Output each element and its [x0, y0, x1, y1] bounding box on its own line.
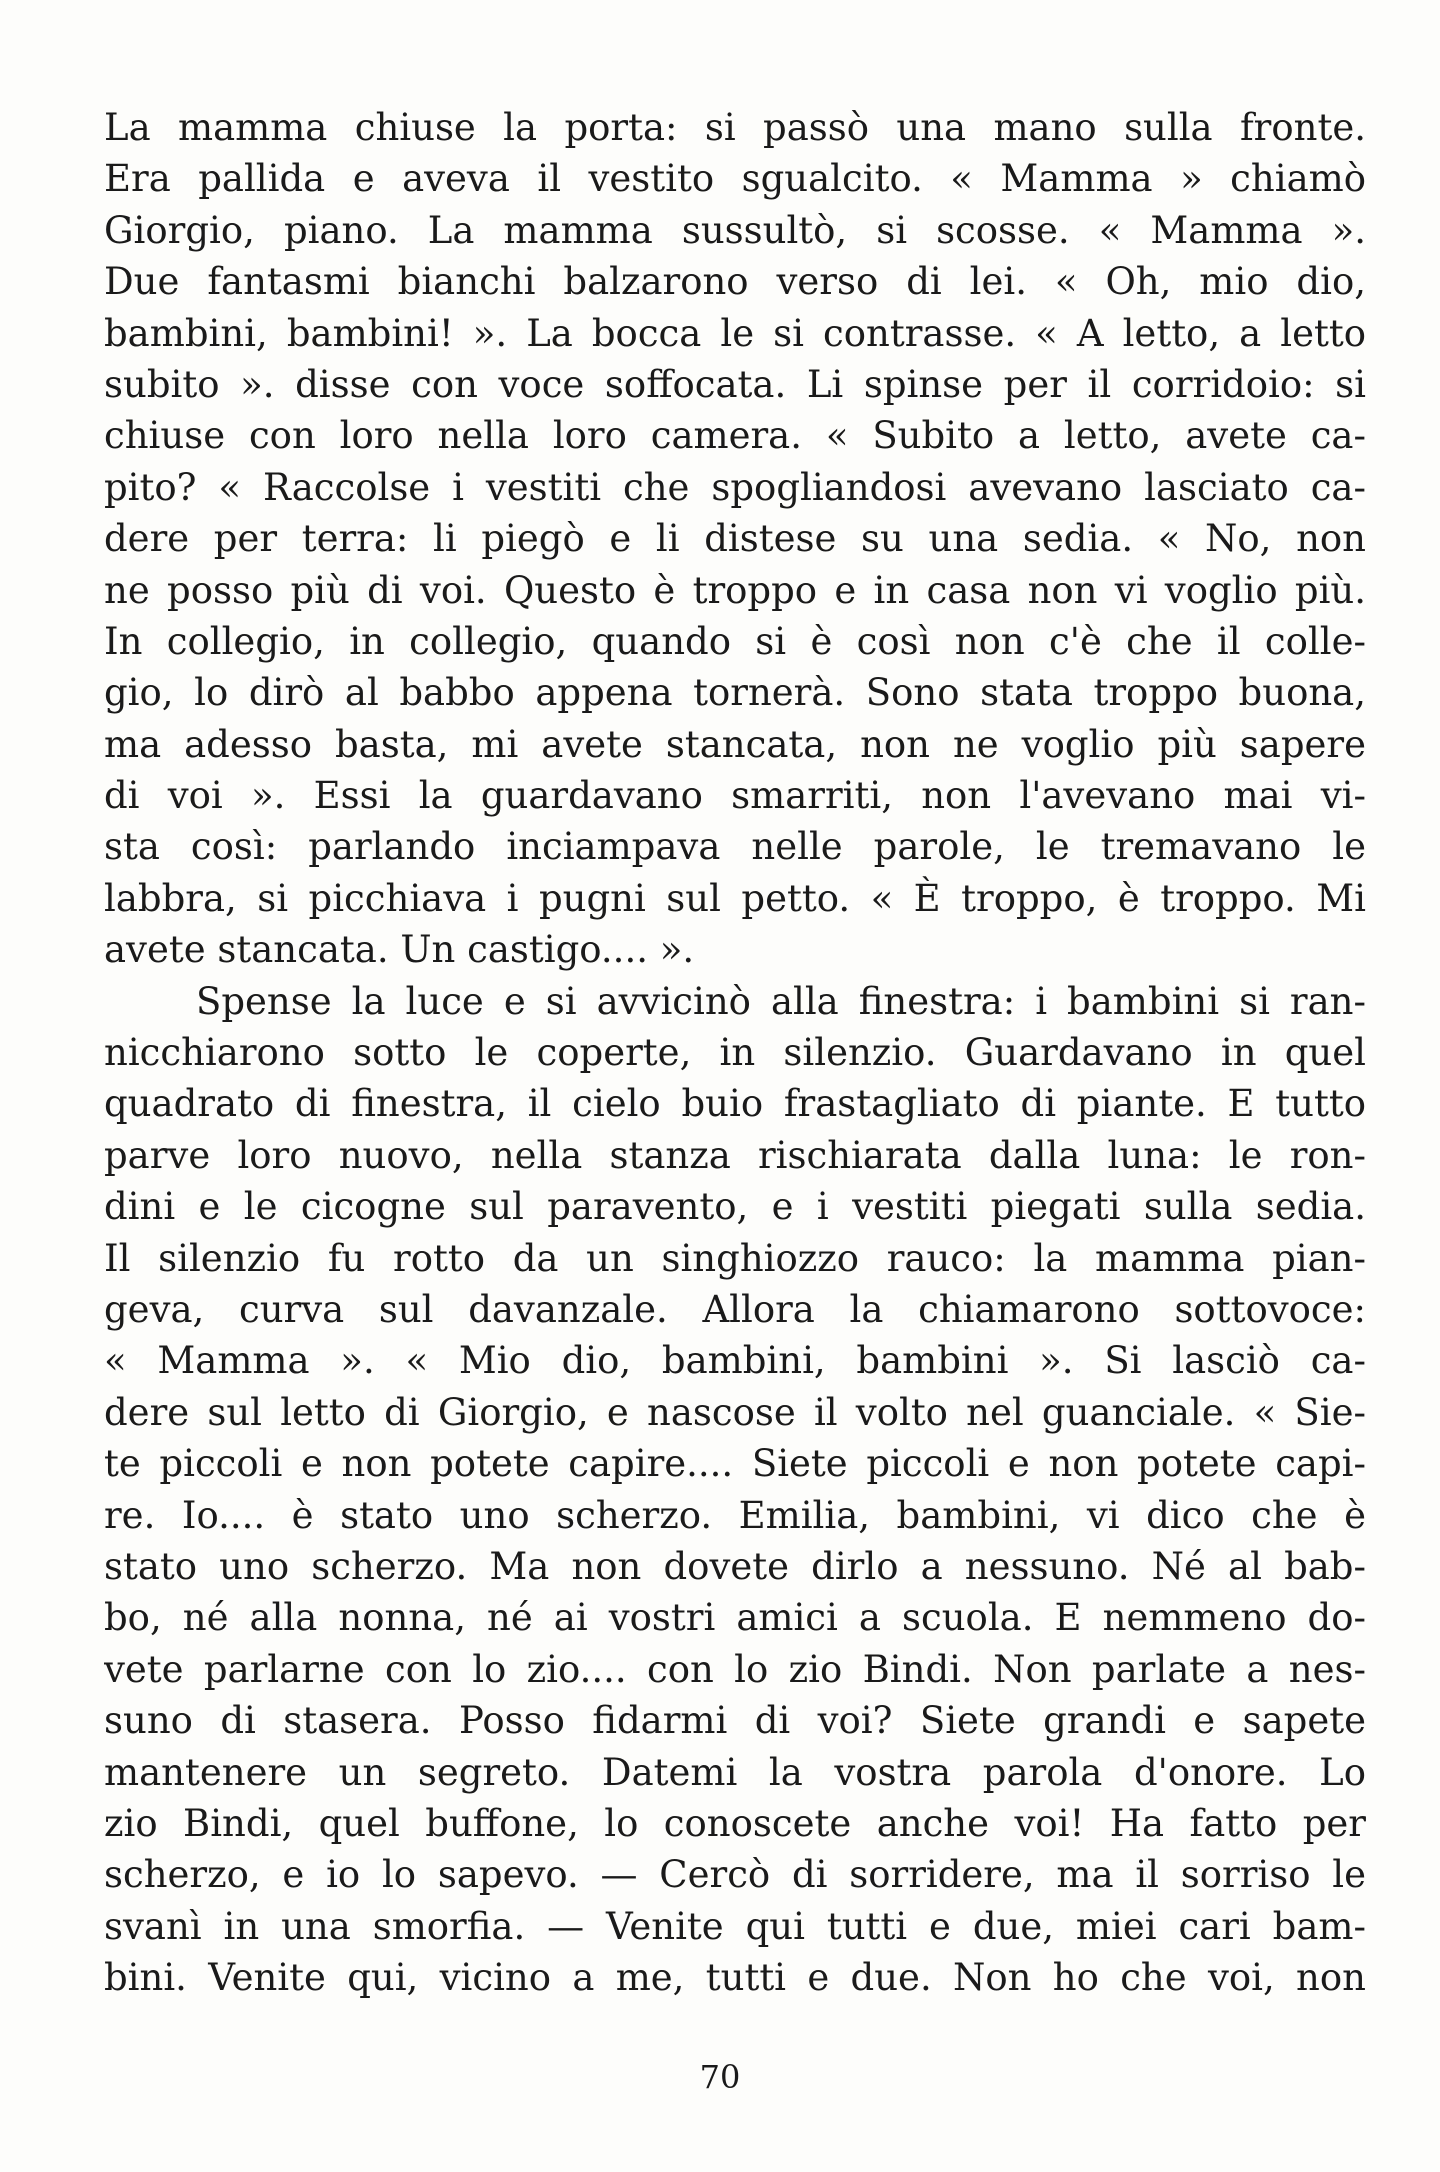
text-line: pito? « Raccolse i vestiti che spogliandosi avevano lasciato ca-	[104, 465, 1366, 509]
text-line: ne posso più di voi. Questo è troppo e in casa non vi voglio più.	[104, 568, 1366, 612]
page-number: 70	[699, 2058, 741, 2096]
text-line: suno di stasera. Posso fidarmi di voi? Siete grandi e sapete	[104, 1699, 1366, 1743]
text-line: te piccoli e non potete capire.... Siete piccoli e non potete capi-	[104, 1442, 1366, 1486]
text-line: bo, né alla nonna, né ai vostri amici a scuola. E nemmeno do-	[104, 1596, 1366, 1640]
text-line: re. Io.... è stato uno scherzo. Emilia, bambini, vi dico che è	[104, 1493, 1366, 1537]
text-line: vete parlarne con lo zio.... con lo zio Bindi. Non parlate a nes-	[104, 1647, 1366, 1691]
text-line: parve loro nuovo, nella stanza rischiarata dalla luna: le ron-	[104, 1133, 1366, 1177]
text-line: dere per terra: li piegò e li distese su una sedia. « No, non	[104, 517, 1366, 561]
text-line: gio, lo dirò al babbo appena tornerà. Sono stata troppo buona,	[104, 671, 1366, 715]
text-line: sta così: parlando inciampava nelle parole, le tremavano le	[104, 825, 1366, 869]
text-line: Due fantasmi bianchi balzarono verso di lei. « Oh, mio dio,	[104, 260, 1366, 304]
text-line: zio Bindi, quel buffone, lo conoscete anche voi! Ha fatto per	[104, 1801, 1366, 1845]
paragraph-start-line: Spense la luce e si avvicinò alla finestra: i bambini si ran-	[196, 979, 1366, 1023]
text-line: bini. Venite qui, vicino a me, tutti e due. Non ho che voi, non	[104, 1956, 1366, 2000]
text-line: nicchiarono sotto le coperte, in silenzio. Guardavano in quel	[104, 1031, 1366, 1075]
text-line: chiuse con loro nella loro camera. « Subito a letto, avete ca-	[104, 414, 1366, 458]
text-line: stato uno scherzo. Ma non dovete dirlo a nessuno. Né al bab-	[104, 1544, 1366, 1588]
text-line: dini e le cicogne sul paravento, e i vestiti piegati sulla sedia.	[104, 1185, 1366, 1229]
text-line: svanì in una smorfia. — Venite qui tutti e due, miei cari bam-	[104, 1904, 1366, 1948]
text-line: La mamma chiuse la porta: si passò una mano sulla fronte.	[104, 106, 1366, 149]
text-line: Giorgio, piano. La mamma sussultò, si scosse. « Mamma ».	[104, 208, 1366, 252]
text-line: di voi ». Essi la guardavano smarriti, non l'avevano mai vi-	[104, 774, 1366, 818]
text-line: Era pallida e aveva il vestito sgualcito. « Mamma » chiamò	[104, 157, 1366, 201]
text-line: Il silenzio fu rotto da un singhiozzo rauco: la mamma pian-	[104, 1236, 1366, 1280]
text-line: quadrato di finestra, il cielo buio frastagliato di piante. E tutto	[104, 1082, 1366, 1126]
body-text	[104, 102, 1366, 2003]
text-line: subito ». disse con voce soffocata. Li spinse per il corridoio: si	[104, 362, 1366, 406]
text-line: bambini, bambini! ». La bocca le si contrasse. « A letto, a letto	[104, 311, 1366, 355]
text-line: mantenere un segreto. Datemi la vostra parola d'onore. Lo	[104, 1750, 1366, 1794]
text-line: dere sul letto di Giorgio, e nascose il volto nel guanciale. « Sie-	[104, 1390, 1366, 1434]
text-line: « Mamma ». « Mio dio, bambini, bambini ». Si lasciò ca-	[104, 1339, 1366, 1383]
text-line: labbra, si picchiava i pugni sul petto. « È troppo, è troppo. Mi	[104, 876, 1366, 920]
text-line: In collegio, in collegio, quando si è così non c'è che il colle-	[104, 619, 1366, 663]
text-line: geva, curva sul davanzale. Allora la chiamarono sottovoce:	[104, 1287, 1366, 1331]
text-line: scherzo, e io lo sapevo. — Cercò di sorridere, ma il sorriso le	[104, 1853, 1366, 1897]
paragraph-end-line: avete stancata. Un castigo.... ».	[104, 928, 695, 972]
text-line: ma adesso basta, mi avete stancata, non ne voglio più sapere	[104, 722, 1366, 766]
